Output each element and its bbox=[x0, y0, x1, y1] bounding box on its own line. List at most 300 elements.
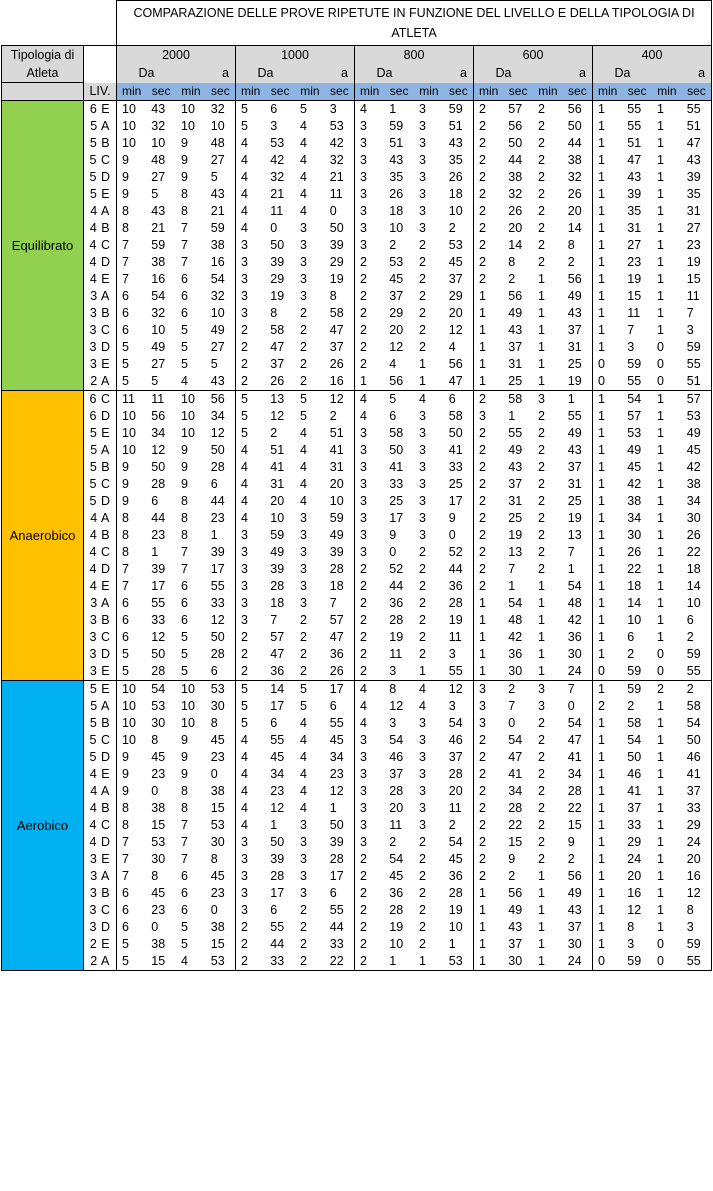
minutes-cell: 2 bbox=[538, 733, 545, 747]
minutes-cell: 6 bbox=[181, 272, 188, 286]
seconds-cell: 47 bbox=[329, 630, 344, 644]
minutes-cell: 2 bbox=[474, 459, 504, 476]
minutes-cell: 1 bbox=[474, 936, 504, 953]
minutes-cell: 2 bbox=[300, 647, 307, 661]
level-header: LIV. bbox=[84, 83, 117, 101]
seconds-cell: 34 bbox=[329, 750, 344, 764]
minutes-cell: 2 bbox=[419, 255, 426, 269]
minutes-cell: 4 bbox=[355, 408, 385, 425]
min-unit-label: min bbox=[295, 83, 325, 101]
minutes-cell: 2 bbox=[300, 920, 307, 934]
minutes-cell: 2 bbox=[236, 356, 266, 373]
seconds-cell: 35 bbox=[627, 204, 642, 218]
seconds-cell: 47 bbox=[270, 340, 285, 354]
minutes-cell: 3 bbox=[533, 681, 563, 699]
minutes-cell: 6 bbox=[181, 306, 188, 320]
athlete-type-cell: Anaerobico bbox=[2, 391, 84, 681]
table-row bbox=[2, 305, 712, 322]
seconds-cell: 48 bbox=[151, 153, 166, 167]
seconds-cell: 30 bbox=[567, 647, 582, 661]
seconds-cell: 51 bbox=[389, 136, 404, 150]
minutes-cell: 2 bbox=[538, 221, 545, 235]
table-row bbox=[2, 817, 712, 834]
seconds-cell: 54 bbox=[567, 716, 582, 730]
minutes-cell: 7 bbox=[181, 835, 188, 849]
minutes-cell: 5 bbox=[117, 953, 147, 971]
seconds-cell: 58 bbox=[389, 426, 404, 440]
minutes-cell: 3 bbox=[236, 561, 266, 578]
seconds-cell: 3 bbox=[270, 119, 278, 133]
table-title: COMPARAZIONE DELLE PROVE RIPETUTE IN FUNZIONE DEL LIVELLO E DELLA TIPOLOGIA DI ATLETA bbox=[117, 1, 712, 46]
minutes-cell: 3 bbox=[355, 800, 385, 817]
minutes-cell: 7 bbox=[181, 545, 188, 559]
seconds-cell: 55 bbox=[329, 903, 344, 917]
seconds-cell: 0 bbox=[508, 716, 516, 730]
seconds-cell: 12 bbox=[329, 784, 344, 798]
minutes-cell: 2 bbox=[355, 902, 385, 919]
seconds-cell: 55 bbox=[682, 101, 712, 119]
minutes-cell: 2 bbox=[300, 613, 307, 627]
seconds-cell: 15 bbox=[146, 953, 176, 971]
minutes-cell: 3 bbox=[533, 391, 563, 409]
seconds-cell: 49 bbox=[329, 528, 344, 542]
seconds-cell: 55 bbox=[151, 596, 166, 610]
seconds-cell: 49 bbox=[151, 340, 166, 354]
seconds-cell: 10 bbox=[151, 323, 166, 337]
table-row bbox=[2, 868, 712, 885]
seconds-cell: 44 bbox=[329, 920, 344, 934]
seconds-cell: 28 bbox=[151, 477, 166, 491]
table-row bbox=[2, 595, 712, 612]
minutes-cell: 2 bbox=[236, 919, 266, 936]
minutes-cell: 2 bbox=[474, 817, 504, 834]
seconds-cell: 21 bbox=[151, 221, 166, 235]
seconds-cell: 7 bbox=[329, 596, 337, 610]
minutes-cell: 2 bbox=[419, 596, 426, 610]
minutes-cell: 3 bbox=[355, 425, 385, 442]
seconds-cell: 1 bbox=[563, 391, 593, 409]
seconds-cell: 39 bbox=[329, 238, 344, 252]
minutes-cell: 2 bbox=[355, 646, 385, 663]
seconds-cell: 58 bbox=[270, 323, 285, 337]
minutes-cell: 1 bbox=[657, 426, 664, 440]
seconds-cell: 2 bbox=[448, 221, 456, 235]
minutes-cell: 4 bbox=[300, 716, 307, 730]
seconds-cell: 53 bbox=[206, 953, 236, 971]
minutes-cell: 4 bbox=[300, 767, 307, 781]
seconds-cell: 2 bbox=[627, 647, 635, 661]
minutes-cell: 4 bbox=[236, 493, 266, 510]
minutes-cell: 1 bbox=[593, 595, 623, 612]
minutes-cell: 2 bbox=[474, 851, 504, 868]
seconds-cell: 43 bbox=[508, 460, 523, 474]
minutes-cell: 3 bbox=[355, 476, 385, 493]
seconds-cell: 9 bbox=[508, 852, 516, 866]
seconds-cell: 37 bbox=[567, 920, 582, 934]
level-cell: 3 D bbox=[84, 646, 117, 663]
minutes-cell: 1 bbox=[657, 545, 664, 559]
seconds-cell: 47 bbox=[270, 647, 285, 661]
minutes-cell: 9 bbox=[181, 733, 188, 747]
minutes-cell: 2 bbox=[538, 750, 545, 764]
seconds-cell: 50 bbox=[329, 221, 344, 235]
seconds-cell: 20 bbox=[389, 323, 404, 337]
minutes-cell: 5 bbox=[117, 356, 147, 373]
minutes-cell: 4 bbox=[236, 135, 266, 152]
minutes-cell: 6 bbox=[117, 595, 147, 612]
seconds-cell: 45 bbox=[270, 750, 285, 764]
seconds-cell: 53 bbox=[151, 835, 166, 849]
seconds-cell: 56 bbox=[206, 391, 236, 409]
seconds-cell: 33 bbox=[329, 937, 344, 951]
minutes-cell: 1 bbox=[593, 749, 623, 766]
minutes-cell: 1 bbox=[657, 528, 664, 542]
seconds-cell: 37 bbox=[389, 289, 404, 303]
seconds-cell: 16 bbox=[682, 868, 712, 885]
seconds-cell: 25 bbox=[503, 373, 533, 391]
minutes-cell: 1 bbox=[657, 767, 664, 781]
minutes-cell: 1 bbox=[474, 356, 504, 373]
seconds-cell: 11 bbox=[329, 187, 343, 201]
minutes-cell: 1 bbox=[593, 681, 623, 699]
seconds-cell: 42 bbox=[682, 459, 712, 476]
minutes-cell: 2 bbox=[236, 953, 266, 971]
seconds-cell: 10 bbox=[270, 511, 285, 525]
seconds-cell: 39 bbox=[329, 835, 344, 849]
minutes-cell: 1 bbox=[593, 425, 623, 442]
minutes-cell: 10 bbox=[117, 118, 147, 135]
seconds-cell: 17 bbox=[270, 699, 285, 713]
minutes-cell: 4 bbox=[355, 391, 385, 409]
table-row bbox=[2, 493, 712, 510]
minutes-cell: 8 bbox=[181, 528, 188, 542]
from-label: Da bbox=[117, 64, 177, 82]
seconds-cell: 0 bbox=[210, 903, 218, 917]
seconds-cell: 55 bbox=[508, 426, 523, 440]
seconds-cell: 5 bbox=[146, 373, 176, 391]
seconds-cell: 55 bbox=[682, 953, 712, 971]
minutes-cell: 1 bbox=[593, 766, 623, 783]
seconds-cell: 26 bbox=[682, 527, 712, 544]
minutes-cell: 8 bbox=[117, 544, 147, 561]
minutes-cell: 2 bbox=[300, 323, 307, 337]
seconds-cell: 5 bbox=[384, 391, 414, 409]
minutes-cell: 3 bbox=[419, 204, 426, 218]
minutes-cell: 3 bbox=[419, 511, 426, 525]
seconds-cell: 1 bbox=[384, 101, 414, 119]
seconds-cell: 8 bbox=[151, 869, 159, 883]
minutes-cell: 8 bbox=[181, 204, 188, 218]
seconds-cell: 18 bbox=[270, 596, 285, 610]
minutes-cell: 2 bbox=[474, 118, 504, 135]
minutes-cell: 1 bbox=[538, 647, 545, 661]
minutes-cell: 2 bbox=[419, 647, 426, 661]
table-row bbox=[2, 442, 712, 459]
seconds-cell: 54 bbox=[389, 852, 404, 866]
seconds-cell: 54 bbox=[210, 272, 225, 286]
seconds-cell: 53 bbox=[389, 255, 404, 269]
seconds-cell: 17 bbox=[270, 886, 285, 900]
minutes-cell: 7 bbox=[117, 868, 147, 885]
seconds-cell: 45 bbox=[210, 869, 225, 883]
seconds-cell: 19 bbox=[389, 920, 404, 934]
minutes-cell: 2 bbox=[474, 834, 504, 851]
seconds-cell: 19 bbox=[270, 289, 285, 303]
minutes-cell: 2 bbox=[236, 322, 266, 339]
seconds-cell: 30 bbox=[567, 937, 582, 951]
seconds-cell: 54 bbox=[567, 579, 582, 593]
minutes-cell: 5 bbox=[117, 339, 147, 356]
minutes-cell: 1 bbox=[657, 818, 664, 832]
minutes-cell: 2 bbox=[419, 630, 426, 644]
minutes-cell: 4 bbox=[355, 101, 385, 119]
seconds-cell: 56 bbox=[567, 869, 582, 883]
level-cell: 3 B bbox=[84, 612, 117, 629]
seconds-cell: 23 bbox=[151, 767, 166, 781]
minutes-cell: 1 bbox=[538, 869, 545, 883]
table-row bbox=[2, 732, 712, 749]
seconds-cell: 53 bbox=[329, 119, 344, 133]
minutes-cell: 3 bbox=[300, 528, 307, 542]
seconds-cell: 48 bbox=[567, 596, 582, 610]
minutes-cell: 1 bbox=[593, 715, 623, 732]
minutes-cell: 1 bbox=[533, 373, 563, 391]
seconds-cell: 12 bbox=[444, 681, 474, 699]
seconds-cell: 54 bbox=[146, 681, 176, 699]
seconds-cell: 6 bbox=[444, 391, 474, 409]
minutes-cell: 10 bbox=[181, 426, 195, 440]
seconds-cell: 33 bbox=[627, 818, 642, 832]
seconds-cell: 41 bbox=[329, 443, 344, 457]
seconds-cell: 43 bbox=[627, 170, 642, 184]
seconds-cell: 11 bbox=[389, 647, 403, 661]
seconds-cell: 42 bbox=[329, 136, 344, 150]
seconds-cell: 2 bbox=[508, 272, 516, 286]
minutes-cell: 1 bbox=[657, 596, 664, 610]
minutes-cell: 3 bbox=[236, 544, 266, 561]
minutes-cell: 0 bbox=[593, 373, 623, 391]
seconds-cell: 12 bbox=[627, 903, 642, 917]
minutes-cell: 6 bbox=[181, 596, 188, 610]
seconds-cell: 4 bbox=[389, 357, 397, 371]
seconds-cell: 55 bbox=[270, 920, 285, 934]
seconds-cell: 37 bbox=[329, 340, 344, 354]
minutes-cell: 3 bbox=[236, 868, 266, 885]
seconds-cell: 26 bbox=[265, 373, 295, 391]
minutes-cell: 1 bbox=[657, 801, 664, 815]
minutes-cell: 1 bbox=[657, 306, 664, 320]
seconds-cell: 38 bbox=[627, 494, 642, 508]
minutes-cell: 3 bbox=[236, 271, 266, 288]
minutes-cell: 3 bbox=[236, 885, 266, 902]
minutes-cell: 3 bbox=[414, 101, 444, 119]
minutes-cell: 2 bbox=[474, 732, 504, 749]
minutes-cell: 2 bbox=[474, 425, 504, 442]
minutes-cell: 2 bbox=[419, 323, 426, 337]
minutes-cell: 2 bbox=[295, 953, 325, 971]
seconds-cell: 53 bbox=[682, 408, 712, 425]
seconds-cell: 9 bbox=[448, 511, 456, 525]
minutes-cell: 1 bbox=[657, 323, 664, 337]
table-row bbox=[2, 612, 712, 629]
seconds-cell: 56 bbox=[508, 886, 523, 900]
seconds-cell: 12 bbox=[325, 391, 355, 409]
seconds-cell: 1 bbox=[151, 545, 159, 559]
seconds-cell: 25 bbox=[508, 511, 523, 525]
minutes-cell: 4 bbox=[236, 169, 266, 186]
seconds-cell: 1 bbox=[329, 801, 337, 815]
table-row bbox=[2, 510, 712, 527]
seconds-cell: 59 bbox=[682, 339, 712, 356]
level-cell: 3 D bbox=[84, 339, 117, 356]
minutes-cell: 4 bbox=[300, 477, 307, 491]
seconds-cell: 26 bbox=[389, 187, 404, 201]
minutes-cell: 3 bbox=[355, 510, 385, 527]
seconds-cell: 36 bbox=[389, 596, 404, 610]
table-row bbox=[2, 220, 712, 237]
seconds-cell: 38 bbox=[210, 784, 225, 798]
minutes-cell: 4 bbox=[300, 204, 307, 218]
level-cell: 5 C bbox=[84, 732, 117, 749]
seconds-cell: 16 bbox=[151, 272, 166, 286]
minutes-cell: 1 bbox=[657, 494, 664, 508]
minutes-cell: 1 bbox=[657, 409, 664, 423]
minutes-cell: 1 bbox=[657, 255, 664, 269]
table-row bbox=[2, 356, 712, 373]
seconds-cell: 47 bbox=[444, 373, 474, 391]
minutes-cell: 3 bbox=[300, 562, 307, 576]
minutes-cell: 2 bbox=[538, 119, 545, 133]
minutes-cell: 7 bbox=[181, 818, 188, 832]
minutes-cell: 5 bbox=[295, 681, 325, 699]
level-cell: 3 C bbox=[84, 322, 117, 339]
sec-unit-label: sec bbox=[444, 83, 474, 101]
minutes-cell: 7 bbox=[117, 851, 147, 868]
seconds-cell: 19 bbox=[567, 511, 582, 525]
seconds-cell: 15 bbox=[151, 818, 166, 832]
minutes-cell: 1 bbox=[593, 305, 623, 322]
level-cell: 5 E bbox=[84, 186, 117, 203]
minutes-cell: 4 bbox=[414, 391, 444, 409]
minutes-cell: 0 bbox=[657, 937, 664, 951]
level-cell: 3 E bbox=[84, 663, 117, 681]
level-cell: 2 E bbox=[84, 936, 117, 953]
seconds-cell: 13 bbox=[567, 528, 582, 542]
seconds-cell: 20 bbox=[627, 869, 642, 883]
minutes-cell: 5 bbox=[117, 663, 147, 681]
minutes-cell: 2 bbox=[538, 528, 545, 542]
minutes-cell: 1 bbox=[474, 902, 504, 919]
minutes-cell: 2 bbox=[355, 322, 385, 339]
minutes-cell: 4 bbox=[236, 510, 266, 527]
seconds-cell: 43 bbox=[508, 920, 523, 934]
minutes-cell: 2 bbox=[474, 254, 504, 271]
seconds-cell: 12 bbox=[210, 613, 225, 627]
level-cell: 4 B bbox=[84, 527, 117, 544]
table-row bbox=[2, 646, 712, 663]
minutes-cell: 1 bbox=[657, 443, 664, 457]
seconds-cell: 32 bbox=[151, 119, 166, 133]
minutes-cell: 1 bbox=[474, 612, 504, 629]
level-cell: 4 D bbox=[84, 561, 117, 578]
seconds-cell: 55 bbox=[444, 663, 474, 681]
seconds-cell: 50 bbox=[448, 426, 463, 440]
minutes-cell: 2 bbox=[474, 135, 504, 152]
level-header-blank bbox=[84, 46, 117, 83]
table-row bbox=[2, 766, 712, 783]
seconds-cell: 28 bbox=[448, 767, 463, 781]
seconds-cell: 20 bbox=[448, 306, 463, 320]
min-unit-label: min bbox=[533, 83, 563, 101]
seconds-cell: 2 bbox=[503, 681, 533, 699]
level-cell: 3 B bbox=[84, 885, 117, 902]
minutes-cell: 7 bbox=[117, 254, 147, 271]
seconds-cell: 1 bbox=[508, 579, 516, 593]
minutes-cell: 3 bbox=[355, 834, 385, 851]
minutes-cell: 4 bbox=[355, 681, 385, 699]
minutes-cell: 1 bbox=[657, 153, 664, 167]
table-row bbox=[2, 101, 712, 119]
seconds-cell: 1 bbox=[567, 562, 575, 576]
sec-unit-label: sec bbox=[146, 83, 176, 101]
min-unit-label: min bbox=[593, 83, 623, 101]
sec-unit-label: sec bbox=[325, 83, 355, 101]
minutes-cell: 8 bbox=[181, 511, 188, 525]
seconds-cell: 39 bbox=[270, 852, 285, 866]
seconds-cell: 10 bbox=[389, 937, 404, 951]
minutes-cell: 2 bbox=[355, 254, 385, 271]
seconds-cell: 34 bbox=[682, 493, 712, 510]
seconds-cell: 54 bbox=[508, 596, 523, 610]
seconds-cell: 7 bbox=[627, 323, 635, 337]
seconds-cell: 38 bbox=[151, 255, 166, 269]
seconds-cell: 22 bbox=[627, 562, 642, 576]
minutes-cell: 2 bbox=[300, 340, 307, 354]
minutes-cell: 5 bbox=[181, 630, 188, 644]
athlete-type-header-cont bbox=[2, 83, 84, 101]
minutes-cell: 3 bbox=[355, 442, 385, 459]
table-row bbox=[2, 902, 712, 919]
minutes-cell: 9 bbox=[181, 170, 188, 184]
seconds-cell: 10 bbox=[627, 613, 642, 627]
minutes-cell: 3 bbox=[419, 733, 426, 747]
minutes-cell: 2 bbox=[355, 936, 385, 953]
level-cell: 4 E bbox=[84, 271, 117, 288]
minutes-cell: 0 bbox=[652, 663, 682, 681]
seconds-cell: 20 bbox=[270, 494, 285, 508]
sec-unit-label: sec bbox=[384, 83, 414, 101]
minutes-cell: 1 bbox=[593, 442, 623, 459]
seconds-cell: 39 bbox=[151, 562, 166, 576]
seconds-cell: 12 bbox=[210, 426, 225, 440]
table-row bbox=[2, 527, 712, 544]
seconds-cell: 49 bbox=[508, 306, 523, 320]
min-unit-label: min bbox=[474, 83, 504, 101]
minutes-cell: 4 bbox=[236, 766, 266, 783]
minutes-cell: 4 bbox=[236, 783, 266, 800]
table-row bbox=[2, 885, 712, 902]
seconds-cell: 33 bbox=[210, 596, 225, 610]
minutes-cell: 0 bbox=[652, 373, 682, 391]
minutes-cell: 5 bbox=[300, 409, 307, 423]
distance-header: 800 bbox=[355, 46, 474, 65]
seconds-cell: 25 bbox=[448, 477, 463, 491]
minutes-cell: 1 bbox=[593, 186, 623, 203]
seconds-cell: 51 bbox=[270, 443, 285, 457]
seconds-cell: 42 bbox=[627, 477, 642, 491]
minutes-cell: 10 bbox=[181, 409, 195, 423]
seconds-cell: 48 bbox=[508, 613, 523, 627]
